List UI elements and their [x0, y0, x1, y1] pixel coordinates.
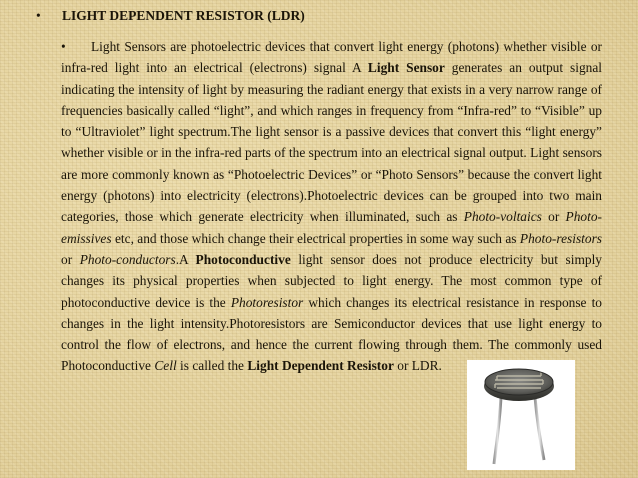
italic-term-photoresistor: Photoresistor — [230, 294, 304, 310]
ldr-photo — [467, 360, 575, 470]
italic-term-photo-resistors: Photo-resistors — [519, 230, 602, 246]
text-run: .A — [175, 251, 196, 267]
body-paragraph — [61, 36, 602, 377]
text-run: generates an output signal indicating the intensity of light by measuring the radiant energy that exists in a very narrow range of frequencies basically called “light”, and which ranges in frequency from “Infra-red” to “Visible” up to “Ultraviolet” light spectrum.The light sensor is a passive devices that convert this “light energy” whether visible or in the infra-red parts of the spectrum into an electrical signal output. Light sensors are more commonly known as “Photoelectric Devices” or “Photo Sensors” because the convert light energy (photons) into electricity (electrons).Photoelectric devices can be grouped into two main categories, those which generate electricity when illuminated, such as — [61, 60, 602, 225]
text-run: or — [541, 209, 566, 225]
text-run: Light Sensors are photoelectric devices that convert light energy (photons) whether visible or infra-red light into an electrical (electrons) signal A — [61, 39, 602, 76]
italic-term-photo-emissives: Photo-emissives — [61, 209, 602, 246]
text-run: etc, and those which change their electrical properties in some way such as — [111, 230, 520, 246]
bullet-point: • — [36, 8, 41, 23]
bold-term-ldr: Light Dependent Resistor — [247, 358, 394, 374]
heading-title: LIGHT DEPENDENT RESISTOR (LDR) — [62, 8, 305, 23]
text-run: light sensor does not produce electricity but simply changes its physical properties when subjected to light energy. The most common type of photoconductive device is the — [61, 251, 602, 310]
text-run: or — [61, 251, 80, 267]
text-run: which changes its electrical resistance in response to changes in the light intensity.Photoresistors are Semiconductor devices that use light energy to control the flow of electrons, and hence the current flowing through them. The commonly used Photoconductive — [61, 294, 603, 374]
italic-term-cell: Cell — [154, 358, 177, 374]
italic-term-photo-conductors: Photo-conductors — [79, 251, 176, 267]
bullet-point: • — [61, 39, 66, 54]
italic-term-photo-voltaics: Photo-voltaics — [463, 209, 542, 225]
text-run: or LDR. — [393, 358, 442, 374]
ldr-component-image — [467, 360, 575, 470]
text-run: is called the — [176, 358, 248, 374]
bold-term-light-sensor: Light Sensor — [367, 60, 445, 76]
bold-term-photoconductive: Photoconductive — [195, 251, 291, 267]
slide-heading — [36, 6, 305, 26]
